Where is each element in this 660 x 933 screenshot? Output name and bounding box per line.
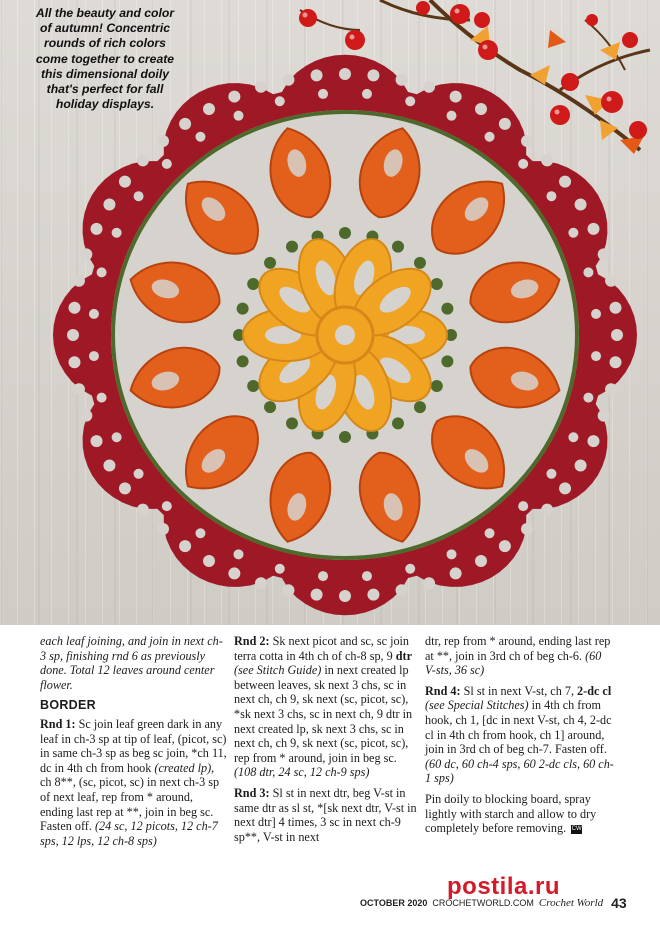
border-hole: [234, 111, 244, 121]
border-hole: [362, 571, 372, 581]
border-hole: [73, 275, 85, 287]
border-hole: [179, 540, 191, 552]
round-2-label: Rnd 2:: [234, 634, 270, 648]
border-hole: [396, 584, 408, 596]
border-hole: [591, 309, 601, 319]
border-hole: [362, 89, 372, 99]
round-1-instructions: Rnd 1: Sc join leaf green dark in any leaf in ch-3 sp at tip of leaf, (picot, sc) in same ch-3 sp as beg sc join, *ch 11, dc in 4th ch from hook (created lp), ch 8**, (sc, picot, sc) in next ch-3 sp of next leaf, rep from * around, ending last rep at **, join in beg sc. Fasten off. (24 sc, 12 picots, 12 ch-7 sps, 12 lps, 12 ch-8 sps): [40, 716, 227, 848]
border-hole: [97, 393, 107, 403]
flower-edge-bead: [247, 380, 259, 392]
border-hole: [275, 96, 285, 106]
border-hole: [575, 199, 587, 211]
flower-edge-bead: [441, 355, 453, 367]
border-hole: [162, 159, 172, 169]
border-hole: [598, 248, 610, 260]
round-4-instructions: Rnd 4: Sl st in next V-st, ch 7, 2-dc cl (see Special Stitches) in 4th ch from hook, ch 1, [dc in next V-st, ch 4, 2-dc cl in 4th ch from hook, ch 1] around, join in 3rd ch of beg ch-7. Fasten off. (60 dc, 60 ch-4 sps, 60 2-dc cls, 60 ch-1 sps): [425, 683, 614, 786]
border-hole: [80, 410, 92, 422]
border-hole: [112, 228, 122, 238]
border-hole: [255, 577, 267, 589]
border-hole: [485, 132, 495, 142]
border-hole: [598, 410, 610, 422]
border-hole: [228, 567, 240, 579]
border-hole: [587, 435, 599, 447]
border-hole: [234, 549, 244, 559]
flower-edge-bead: [339, 227, 351, 239]
border-hole: [68, 302, 80, 314]
border-hole: [485, 528, 495, 538]
border-hole: [91, 223, 103, 235]
border-hole: [137, 504, 149, 516]
border-hole: [423, 577, 435, 589]
border-hole: [255, 81, 267, 93]
border-hole: [450, 91, 462, 103]
border-hole: [450, 567, 462, 579]
border-hole: [282, 584, 294, 596]
border-hole: [157, 135, 169, 147]
border-hole: [405, 564, 415, 574]
border-hole: [91, 435, 103, 447]
page-footer: [360, 895, 640, 911]
end-mark-icon: CW: [571, 825, 582, 832]
border-hole: [591, 351, 601, 361]
round-3-label: Rnd 3:: [234, 785, 270, 800]
border-hole: [610, 302, 622, 314]
border-hole: [423, 81, 435, 93]
flower-edge-bead: [286, 417, 298, 429]
border-hole: [396, 74, 408, 86]
border-hole: [367, 589, 379, 601]
border-hole: [446, 111, 456, 121]
border-hole: [605, 383, 617, 395]
flower-edge-bead: [392, 241, 404, 253]
border-hole: [559, 176, 571, 188]
border-hole: [282, 74, 294, 86]
border-hole: [559, 482, 571, 494]
border-heading: BORDER: [40, 698, 96, 713]
border-hole: [311, 589, 323, 601]
border-hole: [103, 199, 115, 211]
flower-edge-bead: [414, 257, 426, 269]
border-hole: [611, 329, 623, 341]
border-hole: [568, 228, 578, 238]
border-hole: [541, 504, 553, 516]
border-hole: [134, 191, 144, 201]
flower-edge-bead: [441, 303, 453, 315]
border-hole: [475, 103, 487, 115]
flower-edge-bead: [247, 278, 259, 290]
issue-date: OCTOBER 2020: [360, 898, 428, 908]
flower-edge-bead: [431, 380, 443, 392]
border-hole: [134, 469, 144, 479]
border-hole: [518, 159, 528, 169]
border-hole: [605, 275, 617, 287]
text-column-2: [234, 634, 420, 850]
border-hole: [318, 89, 328, 99]
border-hole: [546, 469, 556, 479]
finishing-instructions: Pin doily to blocking board, spray lightly with starch and allow to dry completely before removing. CW: [425, 791, 597, 836]
border-hole: [521, 135, 533, 147]
border-hole: [339, 590, 351, 602]
border-hole: [80, 248, 92, 260]
magazine-name: Crochet World: [538, 897, 604, 909]
border-hole: [137, 154, 149, 166]
border-hole: [228, 91, 240, 103]
border-hole: [499, 540, 511, 552]
border-hole: [97, 267, 107, 277]
round-2-instructions: Rnd 2: Sk next picot and sc, sc join terra cotta in 4th ch of ch-8 sp, 9 dtr (see Stitch Guide) in next created lp between leaves, sk next 3 chs, sc in next ch, ch 9, sk next (sc, picot, sc), *sk next 3 chs, sc in next ch, 9 dtr in next created lp, sk next 3 chs, sc in next ch, ch 9, sk next (sc, picot, sc), rep from * around, join in beg sc. (108 dtr, 24 sc, 12 ch-9 sps): [234, 634, 413, 780]
border-hole: [275, 564, 285, 574]
flower-edge-bead: [414, 401, 426, 413]
flower-edge-bead: [264, 257, 276, 269]
border-hole: [541, 154, 553, 166]
border-hole: [112, 432, 122, 442]
border-hole: [546, 191, 556, 201]
border-hole: [73, 383, 85, 395]
flower-center-hole: [335, 325, 355, 345]
border-hole: [475, 555, 487, 567]
flower-edge-bead: [237, 355, 249, 367]
border-hole: [610, 356, 622, 368]
flower-edge-bead: [392, 417, 404, 429]
border-hole: [195, 132, 205, 142]
border-hole: [367, 69, 379, 81]
border-hole: [583, 393, 593, 403]
border-hole: [157, 523, 169, 535]
border-hole: [446, 549, 456, 559]
leaves-continuation: each leaf joining, and join in next ch-3 sp, finishing rnd 6 as previously done. Total 12 leaves around center flower.: [40, 634, 223, 692]
border-hole: [89, 309, 99, 319]
border-hole: [119, 482, 131, 494]
flower-edge-bead: [286, 241, 298, 253]
border-hole: [195, 528, 205, 538]
round-3-instructions: Rnd 3: Sl st in next dtr, beg V-st in same dtr as sl st, *[sk next dtr, V-st in next dtr] 4 times, 3 sc in next ch-9 sp**, V-st in next: [234, 785, 417, 844]
border-hole: [203, 555, 215, 567]
border-hole: [68, 356, 80, 368]
doily: [53, 55, 637, 616]
border-hole: [575, 460, 587, 472]
flower-edge-bead: [431, 278, 443, 290]
round-1-label: Rnd 1:: [40, 716, 76, 731]
border-hole: [568, 432, 578, 442]
border-hole: [203, 103, 215, 115]
flower-edge-bead: [264, 401, 276, 413]
round-4-label: Rnd 4:: [425, 683, 461, 698]
flower-edge-bead: [237, 303, 249, 315]
border-hole: [518, 501, 528, 511]
border-hole: [311, 69, 323, 81]
border-hole: [67, 329, 79, 341]
photo-caption: All the beauty and color of autumn! Concentric rounds of rich colors come together to create this dimensional doily that's perfect for fall holiday displays.: [35, 6, 175, 112]
border-hole: [318, 571, 328, 581]
border-hole: [583, 267, 593, 277]
watermark: postila.ru: [447, 873, 561, 900]
border-hole: [89, 351, 99, 361]
round-3-continued: dtr, rep from * around, ending last rep at **, join in 3rd ch of beg ch-6. (60 V-sts, 36 sc): [425, 634, 611, 678]
border-hole: [405, 96, 415, 106]
website: CROCHETWORLD.COM: [432, 898, 534, 908]
flower-edge-bead: [339, 431, 351, 443]
border-hole: [162, 501, 172, 511]
text-column-1: [40, 634, 228, 854]
text-column-3: [425, 634, 615, 842]
border-hole: [339, 68, 351, 80]
border-hole: [119, 176, 131, 188]
border-hole: [179, 118, 191, 130]
border-hole: [499, 118, 511, 130]
border-hole: [103, 460, 115, 472]
border-hole: [521, 523, 533, 535]
page-number: 43: [611, 895, 627, 911]
border-hole: [587, 223, 599, 235]
